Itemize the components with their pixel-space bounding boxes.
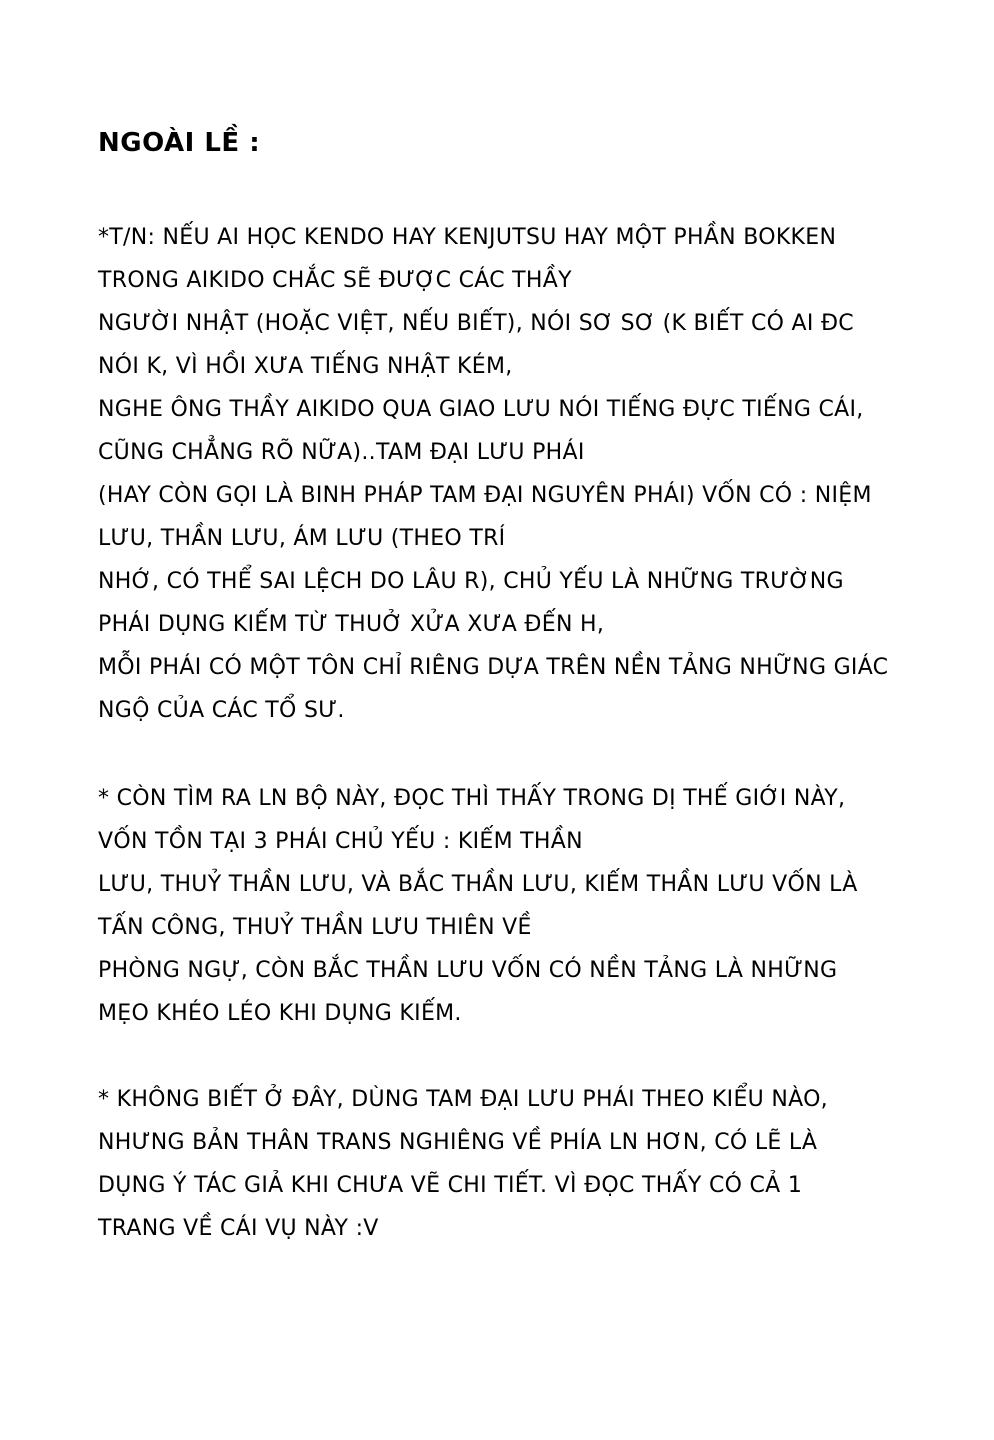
text-line: NGỘ CỦA CÁC TỔ SƯ. xyxy=(98,698,345,723)
text-line: LƯU, THẦN LƯU, ÁM LƯU (THEO TRÍ xyxy=(98,526,506,551)
text-line: *T/N: NẾU AI HỌC KENDO HAY KENJUTSU HAY MỘT PHẦN BOKKEN xyxy=(98,225,837,250)
text-line: NGƯỜI NHẬT (HOẶC VIỆT, NẾU BIẾT), NÓI SƠ SƠ (K BIẾT CÓ AI ĐC xyxy=(98,311,854,336)
paragraph-ln-note xyxy=(98,777,928,1035)
text-line: PHÒNG NGỰ, CÒN BẮC THẦN LƯU VỐN CÓ NỀN TẢNG LÀ NHỮNG xyxy=(98,958,838,983)
text-line: NGHE ÔNG THẦY AIKIDO QUA GIAO LƯU NÓI TIẾNG ĐỰC TIẾNG CÁI, xyxy=(98,397,864,422)
text-line: NHỚ, CÓ THỂ SAI LỆCH DO LÂU R), CHỦ YẾU LÀ NHỮNG TRƯỜNG xyxy=(98,569,844,594)
text-line: * KHÔNG BIẾT Ở ĐÂY, DÙNG TAM ĐẠI LƯU PHÁI THEO KIỂU NÀO, xyxy=(98,1087,828,1112)
text-line: TẤN CÔNG, THUỶ THẦN LƯU THIÊN VỀ xyxy=(98,915,532,940)
text-line: NÓI K, VÌ HỒI XƯA TIẾNG NHẬT KÉM, xyxy=(98,354,513,379)
text-line: NHƯNG BẢN THÂN TRANS NGHIÊNG VỀ PHÍA LN HƠN, CÓ LẼ LÀ xyxy=(98,1130,818,1155)
page-title: NGOÀI LỀ : xyxy=(98,128,261,158)
paragraph-translator-note xyxy=(98,216,928,732)
text-line: MỖI PHÁI CÓ MỘT TÔN CHỈ RIÊNG DỰA TRÊN NỀN TẢNG NHỮNG GIÁC xyxy=(98,655,889,680)
text-line: PHÁI DỤNG KIẾM TỪ THUỞ XỬA XƯA ĐẾN H, xyxy=(98,612,605,637)
text-line: * CÒN TÌM RA LN BỘ NÀY, ĐỌC THÌ THẤY TRONG DỊ THẾ GIỚI NÀY, xyxy=(98,786,846,811)
text-line: DỤNG Ý TÁC GIẢ KHI CHƯA VẼ CHI TIẾT. VÌ ĐỌC THẤY CÓ CẢ 1 xyxy=(98,1173,803,1198)
text-line: CŨNG CHẲNG RÕ NỮA)..TAM ĐẠI LƯU PHÁI xyxy=(98,440,585,465)
text-line: TRANG VỀ CÁI VỤ NÀY :V xyxy=(98,1216,379,1241)
paragraph-closing-note xyxy=(98,1078,928,1250)
text-line: MẸO KHÉO LÉO KHI DỤNG KIẾM. xyxy=(98,1001,462,1026)
text-line: TRONG AIKIDO CHẮC SẼ ĐƯỢC CÁC THẦY xyxy=(98,268,572,293)
text-line: VỐN TỒN TẠI 3 PHÁI CHỦ YẾU : KIẾM THẦN xyxy=(98,829,583,854)
text-line: LƯU, THUỶ THẦN LƯU, VÀ BẮC THẦN LƯU, KIẾM THẦN LƯU VỐN LÀ xyxy=(98,872,858,897)
text-line: (HAY CÒN GỌI LÀ BINH PHÁP TAM ĐẠI NGUYÊN PHÁI) VỐN CÓ : NIỆM xyxy=(98,483,872,508)
